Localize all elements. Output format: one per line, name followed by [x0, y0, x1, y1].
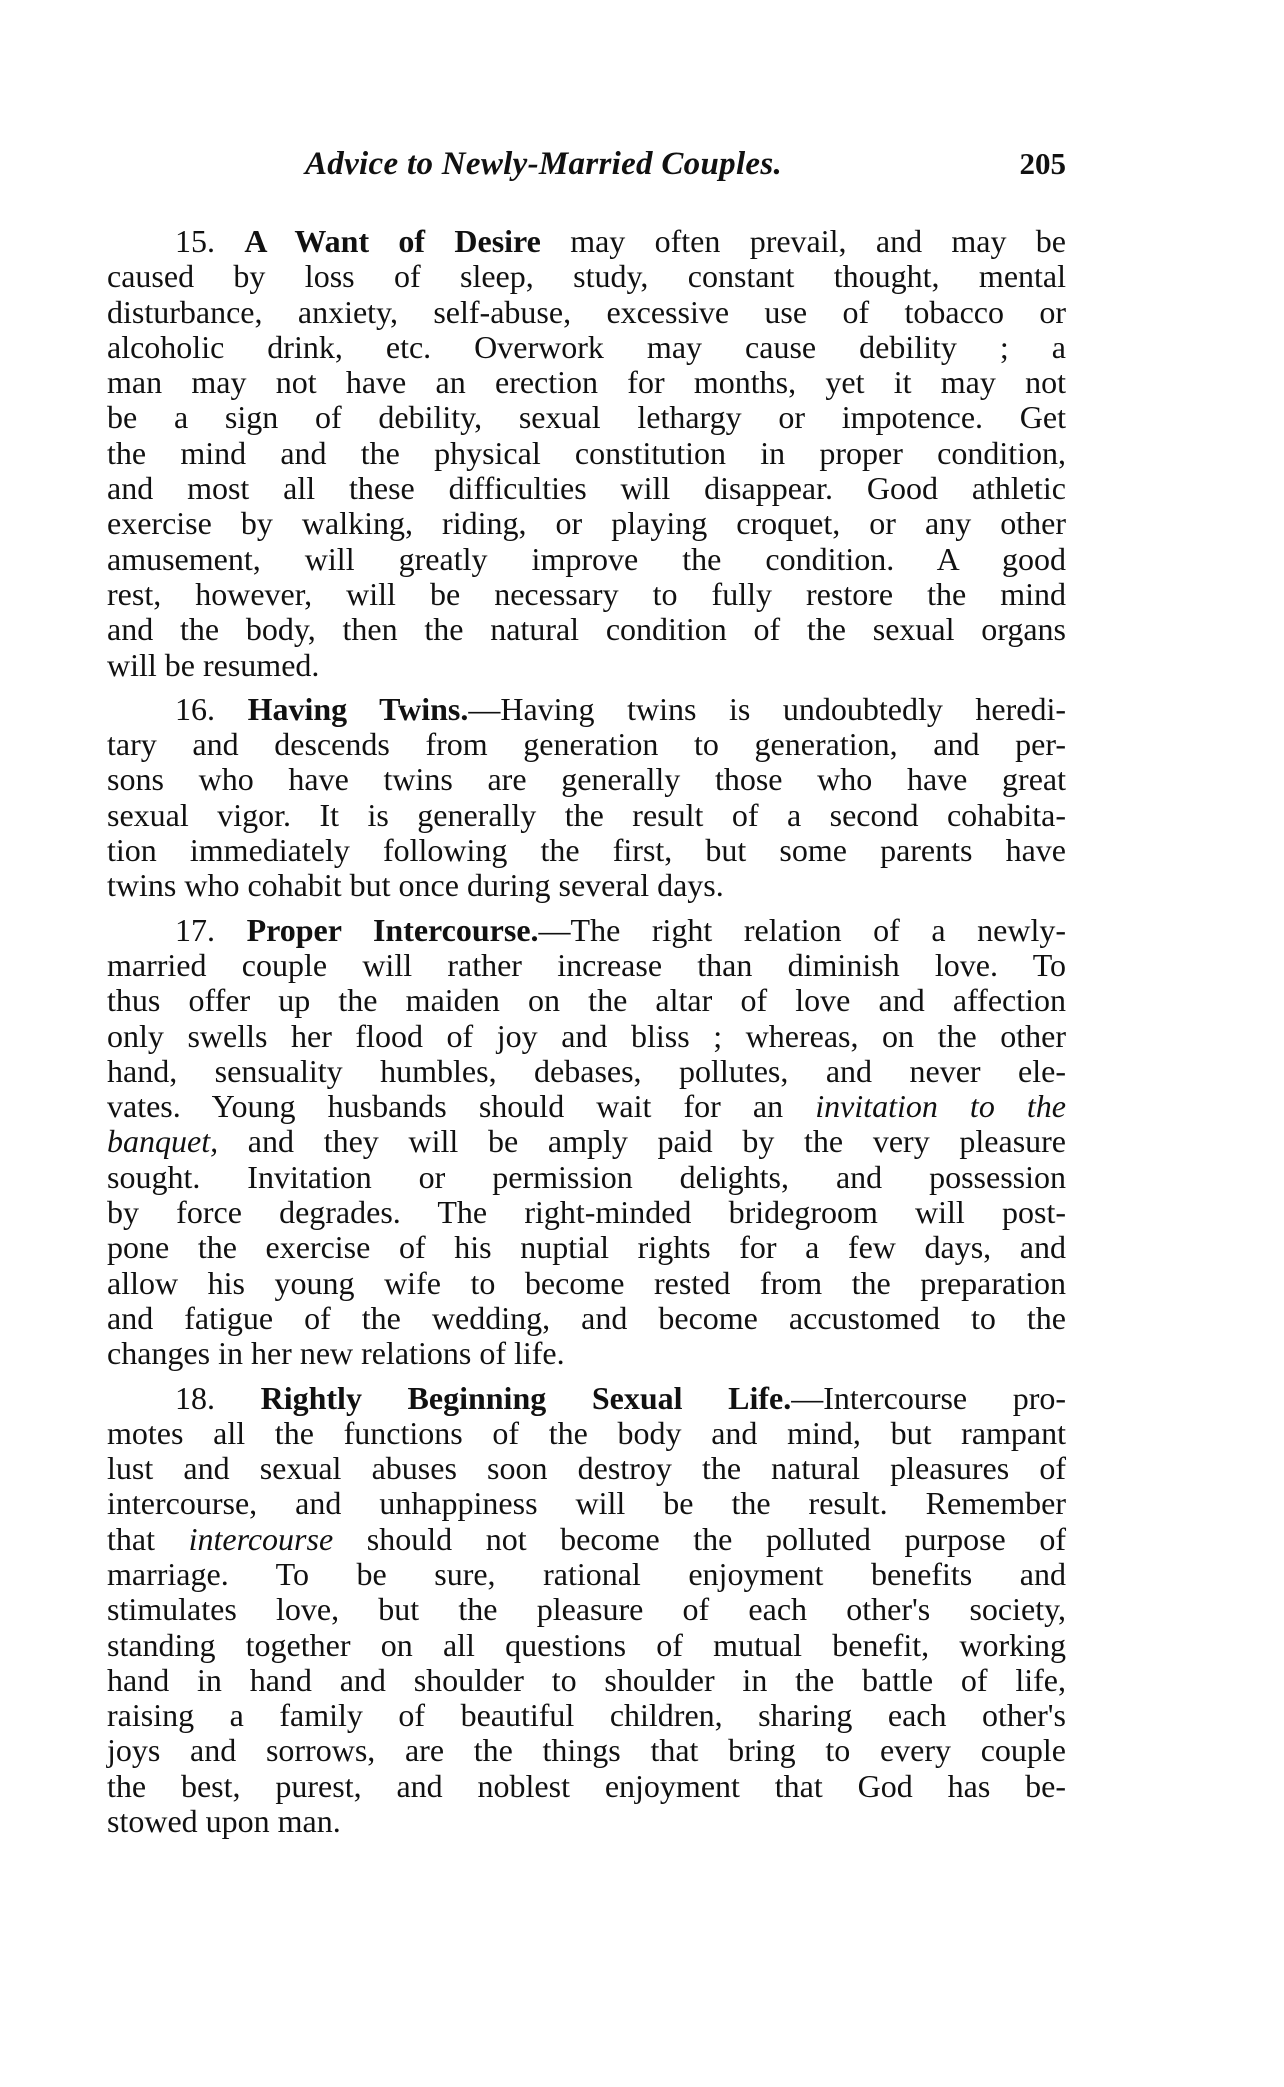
- text-segment: 17.: [175, 911, 247, 948]
- text-line: [107, 833, 1066, 868]
- text-segment: —Intercourse pro-: [791, 1379, 1067, 1416]
- text-line: [107, 436, 1066, 471]
- text-segment: lust and sexual abuses soon destroy the natural pleasures of: [107, 1450, 1066, 1487]
- text-segment: stowed upon man.: [107, 1803, 341, 1840]
- text-line: [107, 1160, 1066, 1195]
- text-segment: married couple will rather increase than diminish love. To: [107, 946, 1066, 983]
- text-line: [107, 330, 1066, 365]
- text-segment: sexual vigor. It is generally the result of a second cohabita-: [107, 796, 1066, 833]
- text-segment: sons who have twins are generally those who have great: [107, 761, 1066, 798]
- text-line: [107, 1522, 1066, 1557]
- text-segment: thus offer up the maiden on the altar of love and affection: [107, 982, 1066, 1019]
- text-line: [107, 224, 1066, 259]
- text-segment: —The right relation of a newly-: [538, 911, 1067, 948]
- text-segment: caused by loss of sleep, study, constant thought, mental: [107, 258, 1066, 295]
- text-segment: and fatigue of the wedding, and become accustomed to the: [107, 1299, 1066, 1336]
- text-segment: marriage. To be sure, rational enjoyment benefits and: [107, 1555, 1066, 1592]
- text-segment: the mind and the physical constitution in proper condition,: [107, 434, 1066, 471]
- text-line: [107, 1301, 1066, 1336]
- text-segment: hand in hand and shoulder to shoulder in the battle of life,: [107, 1661, 1066, 1698]
- text-line: [107, 1089, 1066, 1124]
- text-segment: pone the exercise of his nuptial rights for a few days, and: [107, 1229, 1066, 1266]
- paragraph: [107, 224, 1066, 683]
- text-line: [107, 259, 1066, 294]
- text-line: [107, 295, 1066, 330]
- text-segment: intercourse, and unhappiness will be the result. Remember: [107, 1485, 1066, 1522]
- emphasis-text: banquet,: [107, 1123, 219, 1160]
- text-segment: disturbance, anxiety, self-abuse, excessive use of tobacco or: [107, 293, 1066, 330]
- text-segment: raising a family of beautiful children, sharing each other's: [107, 1697, 1066, 1734]
- text-line: [107, 1451, 1066, 1486]
- page-number: 205: [1019, 146, 1066, 181]
- section-heading: A Want of Desire: [244, 223, 541, 259]
- paragraph: [107, 692, 1066, 904]
- text-line: [107, 983, 1066, 1018]
- paragraph: [107, 1381, 1066, 1840]
- text-line: [107, 913, 1066, 948]
- text-line: [107, 1628, 1066, 1663]
- text-segment: may often prevail, and may be: [540, 223, 1067, 259]
- text-segment: amusement, will greatly improve the condition. A good: [107, 540, 1066, 577]
- text-line: [107, 506, 1066, 541]
- text-segment: that: [107, 1520, 189, 1557]
- text-segment: 15.: [175, 223, 245, 259]
- text-segment: 18.: [175, 1379, 261, 1416]
- text-line: [107, 948, 1066, 983]
- text-line: [107, 762, 1066, 797]
- text-line: [107, 542, 1066, 577]
- text-line: [107, 1733, 1066, 1768]
- text-line: [107, 1195, 1066, 1230]
- text-line: [107, 648, 1066, 683]
- text-line: [107, 1336, 1066, 1371]
- text-line: [107, 1124, 1066, 1159]
- emphasis-text: invitation to the: [815, 1088, 1067, 1125]
- text-line: [107, 400, 1066, 435]
- text-segment: twins who cohabit but once during several days.: [107, 867, 724, 904]
- emphasis-text: intercourse: [188, 1520, 334, 1557]
- text-segment: alcoholic drink, etc. Overwork may cause debility ; a: [107, 328, 1066, 365]
- text-segment: should not become the polluted purpose of: [333, 1520, 1067, 1557]
- text-segment: joys and sorrows, are the things that bring to every couple: [107, 1732, 1066, 1769]
- text-line: [107, 1381, 1066, 1416]
- text-segment: and most all these difficulties will disappear. Good athletic: [107, 470, 1066, 507]
- text-segment: allow his young wife to become rested from the preparation: [107, 1264, 1066, 1301]
- text-segment: hand, sensuality humbles, debases, pollutes, and never ele-: [107, 1052, 1066, 1089]
- text-line: [107, 1557, 1066, 1592]
- text-line: [107, 1019, 1066, 1054]
- text-line: [107, 1698, 1066, 1733]
- paragraph: [107, 913, 1066, 1372]
- text-segment: —Having twins is undoubtedly heredi-: [468, 690, 1067, 727]
- text-segment: standing together on all questions of mutual benefit, working: [107, 1626, 1066, 1663]
- text-line: [107, 1054, 1066, 1089]
- text-line: [107, 471, 1066, 506]
- text-line: [107, 1416, 1066, 1451]
- text-line: [107, 1804, 1066, 1839]
- text-segment: be a sign of debility, sexual lethargy or impotence. Get: [107, 399, 1066, 436]
- text-segment: changes in her new relations of life.: [107, 1335, 565, 1372]
- page-header: [305, 146, 1066, 190]
- section-heading: Having Twins.: [247, 690, 469, 727]
- text-line: [107, 692, 1066, 727]
- text-segment: rest, however, will be necessary to fully restore the mind: [107, 575, 1066, 612]
- text-line: [107, 612, 1066, 647]
- section-heading: Proper Intercourse.: [246, 911, 539, 948]
- text-segment: will be resumed.: [107, 646, 320, 683]
- text-segment: by force degrades. The right-minded bridegroom will post-: [107, 1194, 1066, 1231]
- text-line: [107, 1486, 1066, 1521]
- text-line: [107, 1592, 1066, 1627]
- text-segment: motes all the functions of the body and mind, but rampant: [107, 1414, 1066, 1451]
- text-segment: tion immediately following the first, but some parents have: [107, 832, 1066, 869]
- text-line: [107, 727, 1066, 762]
- text-segment: tary and descends from generation to generation, and per-: [107, 726, 1066, 763]
- text-line: [107, 798, 1066, 833]
- text-segment: and they will be amply paid by the very pleasure: [218, 1123, 1066, 1160]
- text-line: [107, 365, 1066, 400]
- text-segment: 16.: [175, 690, 248, 727]
- text-segment: exercise by walking, riding, or playing croquet, or any other: [107, 505, 1066, 542]
- section-heading: Rightly Beginning Sexual Life.: [260, 1379, 792, 1416]
- text-line: [107, 1769, 1066, 1804]
- text-segment: stimulates love, but the pleasure of each other's society,: [107, 1591, 1066, 1628]
- text-segment: vates. Young husbands should wait for an: [107, 1088, 816, 1125]
- text-segment: the best, purest, and noblest enjoyment that God has be-: [107, 1767, 1066, 1804]
- text-segment: only swells her flood of joy and bliss ; whereas, on the other: [107, 1017, 1066, 1054]
- running-title: Advice to Newly-Married Couples.: [305, 146, 783, 182]
- page-body: [107, 224, 1066, 1848]
- text-line: [107, 1663, 1066, 1698]
- text-line: [107, 577, 1066, 612]
- text-line: [107, 868, 1066, 903]
- text-segment: man may not have an erection for months, yet it may not: [107, 364, 1066, 401]
- text-segment: sought. Invitation or permission delights, and possession: [107, 1158, 1066, 1195]
- text-segment: and the body, then the natural condition of the sexual organs: [107, 611, 1066, 648]
- text-line: [107, 1230, 1066, 1265]
- text-line: [107, 1266, 1066, 1301]
